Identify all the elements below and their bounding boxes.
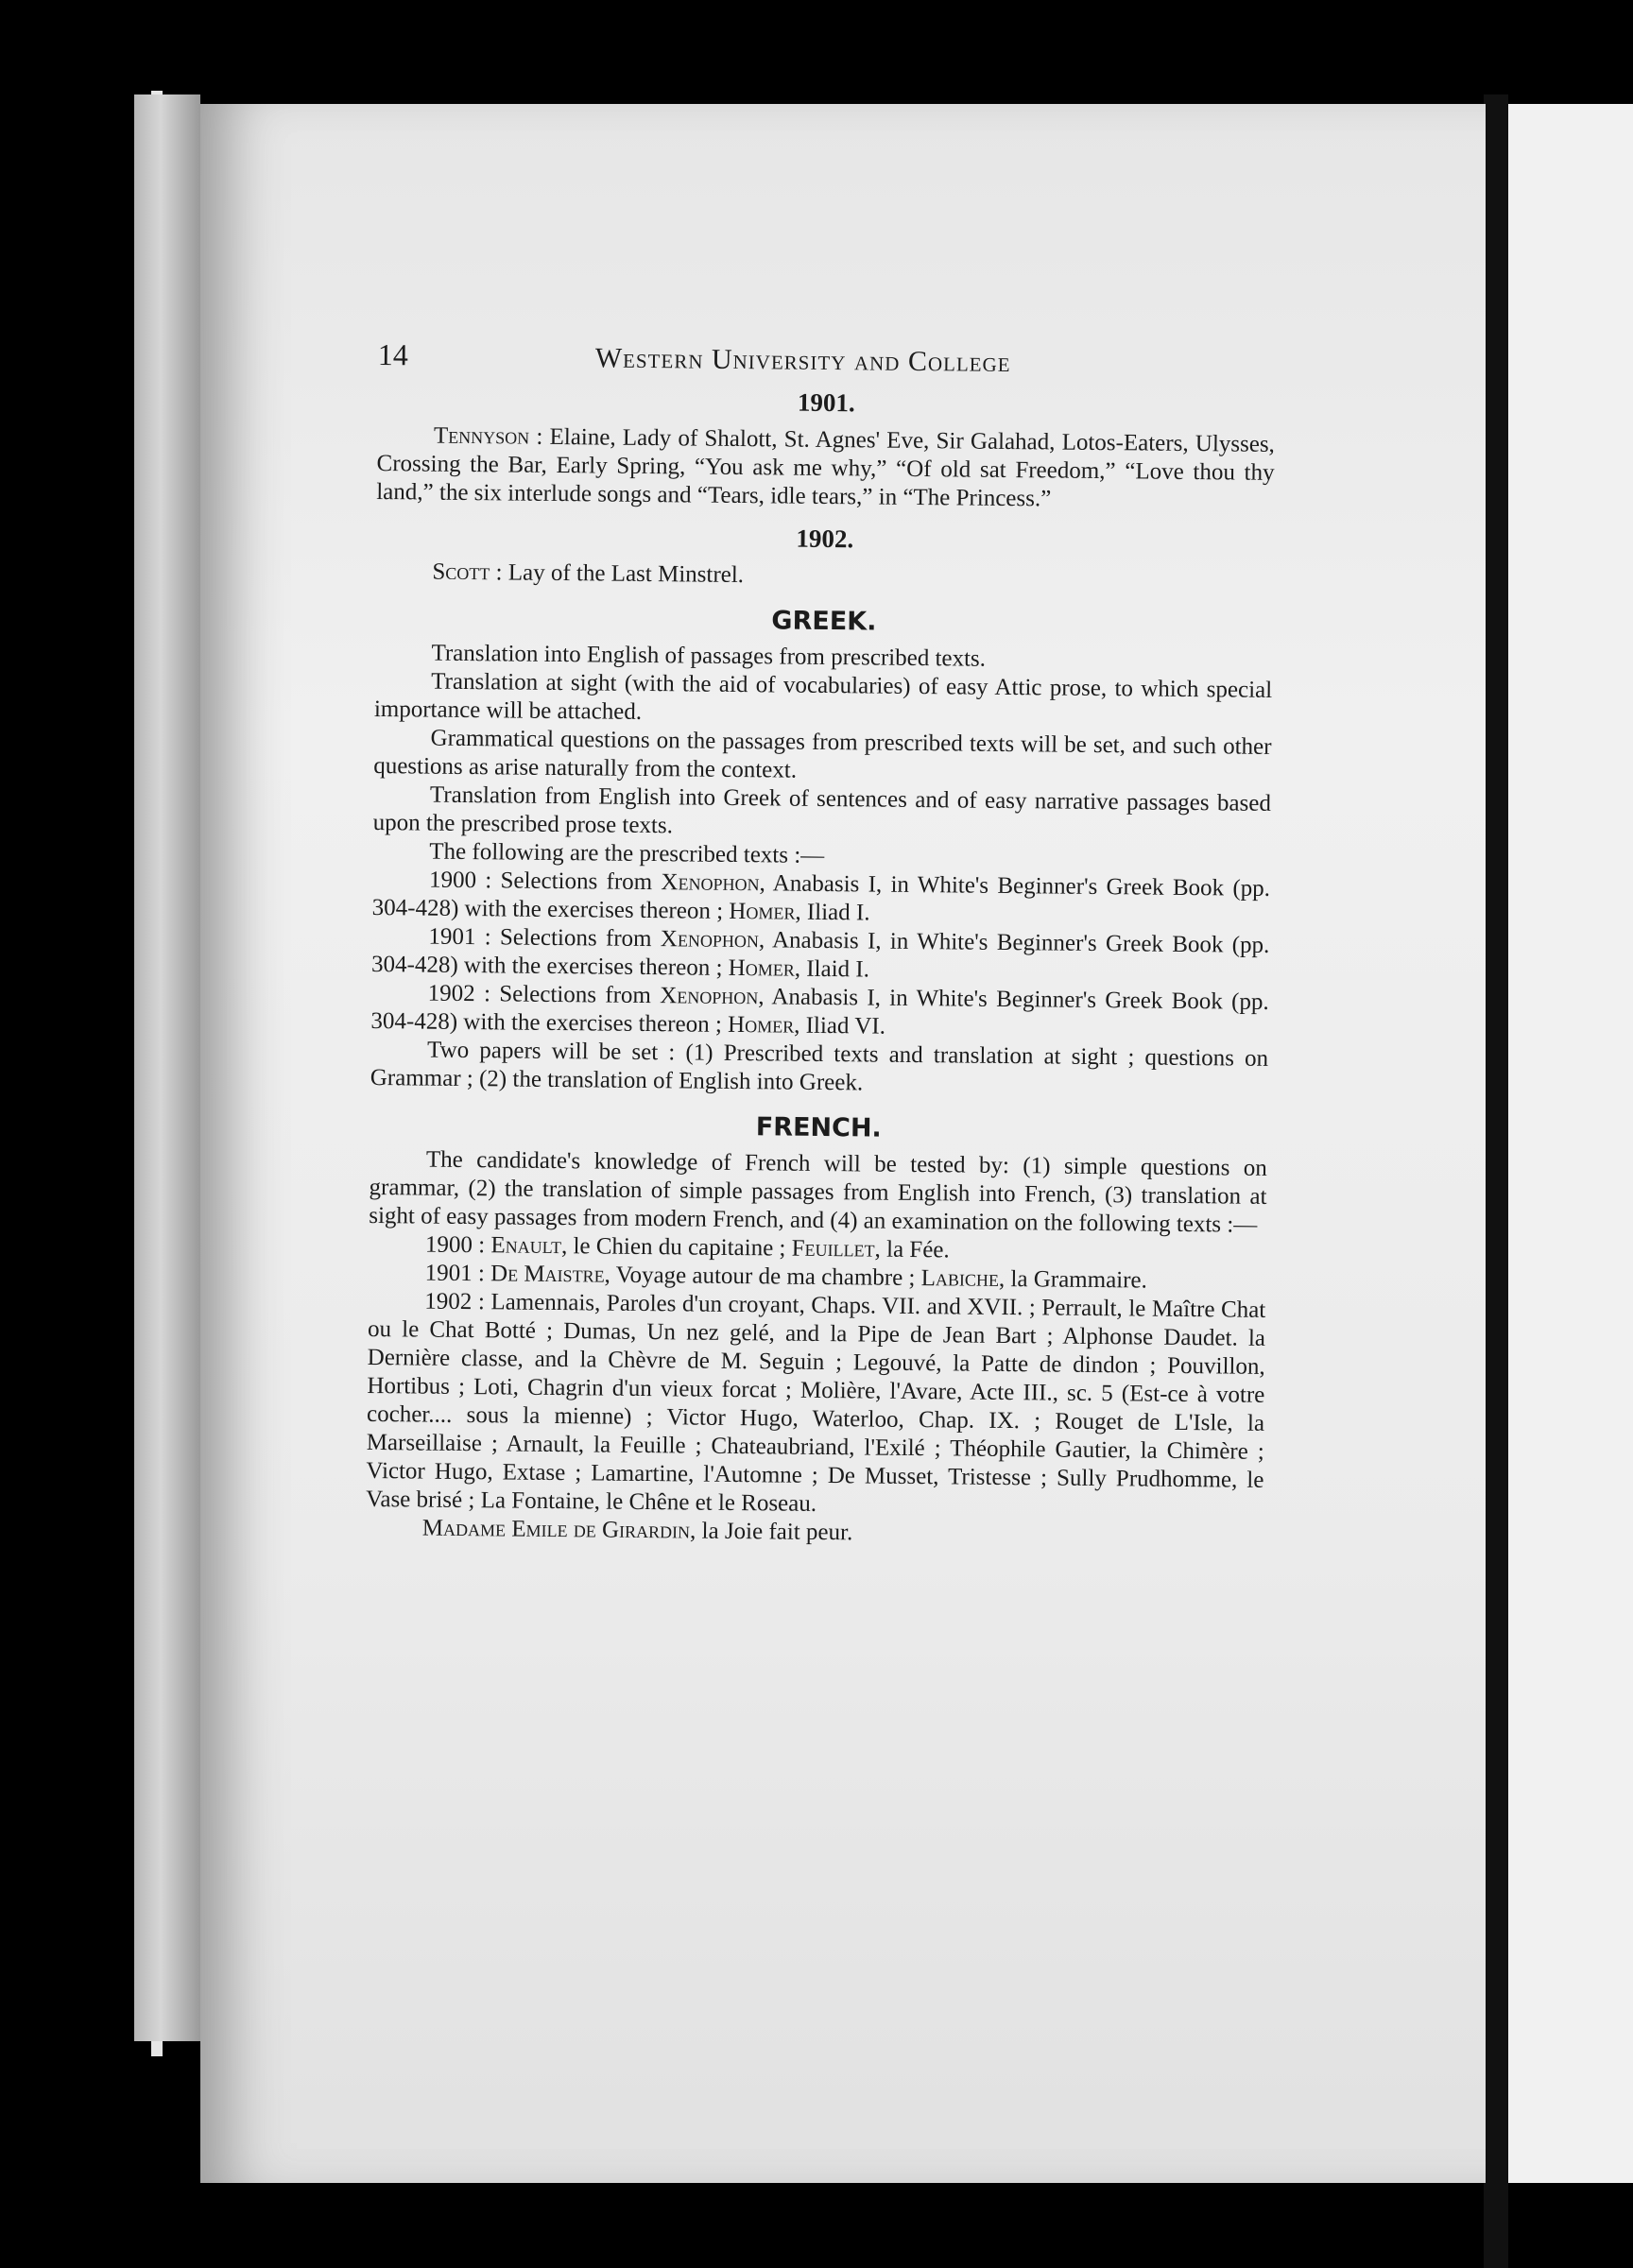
tennyson-text: : Elaine, Lady of Shalott, St. Agnes' Eve, Sir Galahad, Lotos-Eaters, Ulysses, Crossing the Bar, Early Spring, “You ask me why,” “Of old sat Freedom,” “Love thou thy land,” the six interlude songs and “Tears, idle tears,” in “The Princess.” [376,423,1276,512]
greek-heading: GREEK. [771,606,877,637]
year-heading-1902: 1902. [796,524,854,554]
author-name: Homer [728,954,795,982]
text-run: , la Fée. [874,1236,950,1263]
author-name: Homer [727,1011,795,1039]
greek-text-1901 [371,922,1270,988]
text-run: , Anabasis I, in White's Beginner's Greek Book (pp. 304-428) with the exercises thereon ; [371,870,1271,924]
text-run: , Ilaid I. [794,955,870,983]
text-run: 1901 : [424,1260,491,1287]
text-run: 1902 : Selections from [427,980,661,1009]
greek-text-1900 [372,866,1271,932]
page-number: 14 [377,337,409,372]
running-title: Western University and College [594,342,1011,379]
french-text-1902: 1902 : Lamennais, Paroles d'un croyant, Chaps. VII. and XVII. ; Perrault, le Maître Chat ou le Chat Botté ; Dumas, Un nez gelé, and la Pipe de Jean Bart ; Alphonse Daudet. la Dernière classe, and la Chèvre de M. Seguin ; Legouvé, la Patte de dindon ; Pouvillon, Hortibus ; Loti, Chagrin d'un vieux forcat ; Molière, l'Avare, Acte III., sc. 5 (Est-ce à votre cocher.... sous la mienne) ; Victor Hugo, Waterloo, Chap. IX. ; Rouget de L'Isle, la Marseillaise ; Arnault, la Feuille ; Chateaubriand, l'Exilé ; Théophile Gautier, la Chimère ; Victor Hugo, Extase ; Lamartine, l'Automne ; De Musset, Tristesse ; Sully Prudhomme, le Vase brisé ; La Fontaine, le Chêne et le Roseau. [366,1288,1266,1517]
page-content [366,337,1276,1552]
author-name: Scott [432,558,490,586]
tennyson-paragraph [376,421,1275,516]
author-name: Xenophon [660,926,760,954]
french-paragraph: The candidate's knowledge of French will be tested by: (1) simple questions on grammar, (2) the translation of simple passages from English into French, (3) translation at sight of easy passages from modern French, and (4) an examination on the following texts :— [369,1146,1268,1238]
text-run: 1900 : Selections from [428,867,662,896]
greek-text-1902 [370,979,1269,1045]
text-run: 1901 : Selections from [428,923,662,953]
text-run: , Anabasis I, in White's Beginner's Greek Book (pp. 304-428) with the exercises thereon ; [370,927,1270,981]
french-heading: FRENCH. [755,1112,882,1143]
text-run: , Iliad I. [795,899,870,926]
year-heading-1901: 1901. [797,387,855,418]
text-run: , Voyage autour de ma chambre ; [604,1262,921,1292]
greek-paragraph: Translation from English into Greek of sentences and of easy narrative passages based upon the prescribed prose texts. [372,782,1272,839]
author-name: Labiche [920,1265,1000,1292]
text-run: , la Joie fait peur. [689,1518,853,1546]
greek-paragraph: Two papers will be set : (1) Prescribed texts and translation at sight ; questions on Grammar ; (2) the translation of English into Greek. [370,1037,1269,1096]
greek-paragraph: The following are the prescribed texts :— [429,838,825,868]
text-run: , la Grammaire. [998,1265,1148,1294]
text-run: 1900 : [424,1231,491,1259]
author-name: Tennyson [433,422,530,450]
greek-paragraph: Translation into English of passages from prescribed texts. [431,640,987,672]
text-run: , Iliad VI. [794,1012,886,1040]
book-gutter [1484,94,1508,2268]
scott-paragraph [375,558,1273,595]
author-name: Xenophon [661,869,760,897]
author-name: Enault [490,1232,562,1260]
text-run: , Anabasis I, in White's Beginner's Greek Book (pp. 304-428) with the exercises thereon ; [370,984,1269,1038]
scott-text: : Lay of the Last Minstrel. [490,559,745,589]
greek-paragraph: Grammatical questions on the passages from prescribed texts will be set, and such other questions as arise naturally from the context. [373,725,1272,783]
author-name: Feuillet [791,1235,875,1263]
text-run: , le Chien du capitaine ; [560,1233,792,1262]
author-name: De Maistre [490,1261,605,1288]
greek-paragraph: Translation at sight (with the aid of vocabularies) of easy Attic prose, to which special importance will be attached. [373,668,1273,725]
facing-page [1504,104,1633,2183]
author-name: Xenophon [660,983,759,1010]
page-stack-edge [134,94,200,2041]
author-name: Madame Emile de Girardin [421,1515,691,1544]
author-name: Homer [729,898,796,925]
